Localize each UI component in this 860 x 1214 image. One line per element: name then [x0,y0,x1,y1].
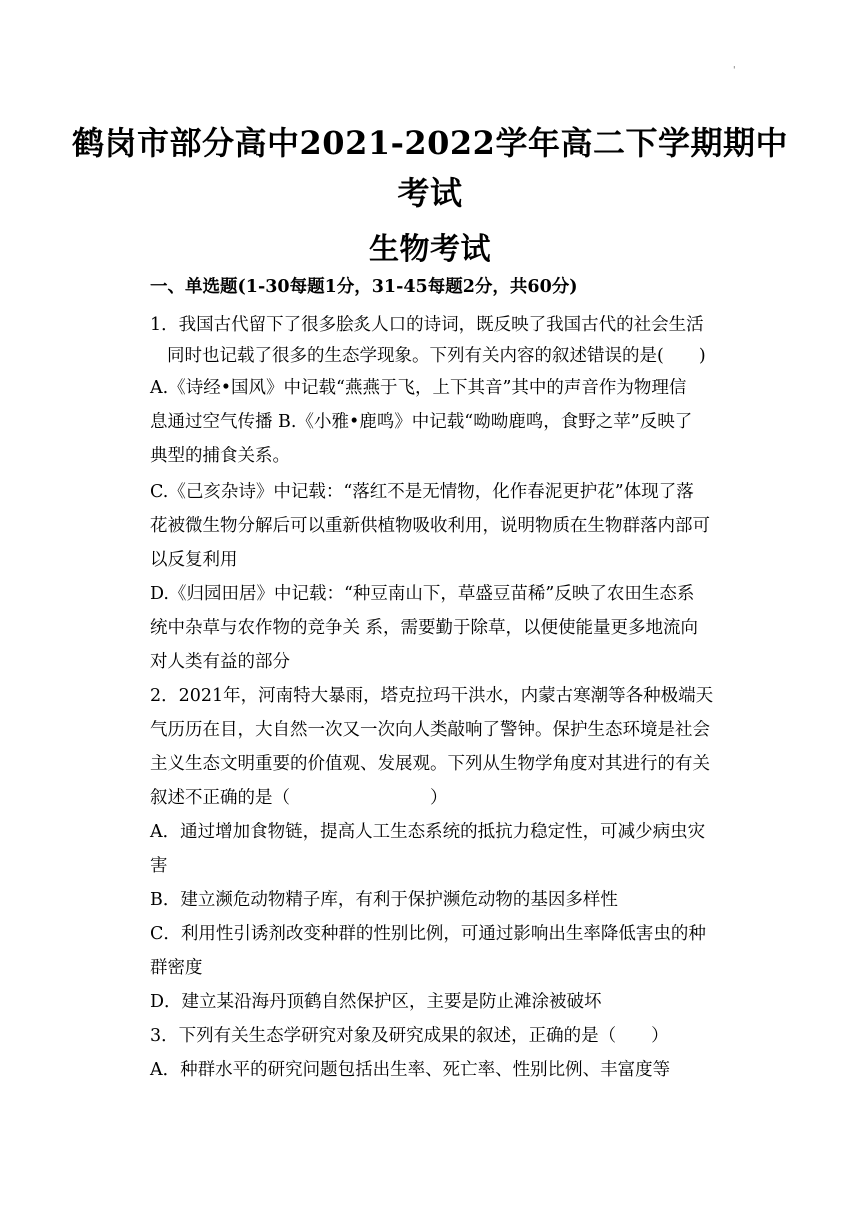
exam-title-line-2: 考试 [397,174,463,212]
q2-option-c-line-2: 群密度 [150,958,203,978]
q2-option-a-line-2: 害 [150,856,168,876]
q2-option-c-line-1: C．利用性引诱剂改变种群的性别比例，可通过影响出生率降低害虫的种 [150,924,706,944]
q1-option-d-line-2: 统中杂草与农作物的竞争关 系，需要勤于除草，以便使能量更多地流向 [150,618,699,638]
q1-option-d-line-3: 对人类有益的部分 [150,652,290,672]
section-heading: 一、单选题(1-30每题1分，31-45每题2分，共60分) [150,277,578,297]
q3-stem-line-1: 3．下列有关生态学研究对象及研究成果的叙述，正确的是（ ） [150,1026,669,1046]
q2-option-b-line-1: B．建立濒危动物精子库，有利于保护濒危动物的基因多样性 [150,890,618,910]
q1-option-d-line-1: D.《归园田居》中记载：“种豆南山下，草盛豆苗稀”反映了农田生态系 [150,584,695,604]
q1-option-a-line-2: 息通过空气传播 B.《小雅•鹿鸣》中记载“呦呦鹿鸣，食野之苹”反映了 [150,412,693,432]
exam-subtitle: 生物考试 [369,232,491,267]
q3-option-a-line-1: A．种群水平的研究问题包括出生率、死亡率、性别比例、丰富度等 [150,1060,671,1080]
q1-option-c-line-3: 以反复利用 [150,550,238,570]
q1-option-c-line-2: 花被微生物分解后可以重新供植物吸收利用，说明物质在生物群落内部可 [150,516,710,536]
q2-stem-line-1: 2．2021年，河南特大暴雨，塔克拉玛干洪水，内蒙古寒潮等各种极端天 [150,686,714,706]
q1-option-a-line-1: A.《诗经•国风》中记载“燕燕于飞，上下其音”其中的声音作为物理信 [150,378,687,398]
q1-stem-line-2: 同时也记载了很多的生态学现象。下列有关内容的叙述错误的是( ) [167,346,706,366]
q2-stem-line-3: 主义生态文明重要的价值观、发展观。下列从生物学角度对其进行的有关 [150,754,710,774]
q1-option-c-line-1: C.《己亥杂诗》中记载：“落红不是无情物，化作春泥更护花”体现了落 [150,482,694,502]
q1-option-a-line-3: 典型的捕食关系。 [150,446,290,466]
q2-stem-line-2: 气历历在目，大自然一次又一次向人类敲响了警钟。保护生态环境是社会 [150,720,710,740]
q2-stem-line-4: 叙述不正确的是（ ） [150,788,448,808]
corner-mark: ' [733,66,736,76]
q2-option-d-line-1: D．建立某沿海丹顶鹤自然保护区，主要是防止滩涂被破坏 [150,992,602,1012]
exam-title-line-1: 鹤岗市部分高中2021-2022学年高二下学期期中 [72,124,788,162]
q2-option-a-line-1: A．通过增加食物链，提高人工生态系统的抵抗力稳定性，可减少病虫灾 [150,822,706,842]
q1-stem-line-1: 1．我国古代留下了很多脍炙人口的诗词，既反映了我国古代的社会生活 [150,315,704,335]
